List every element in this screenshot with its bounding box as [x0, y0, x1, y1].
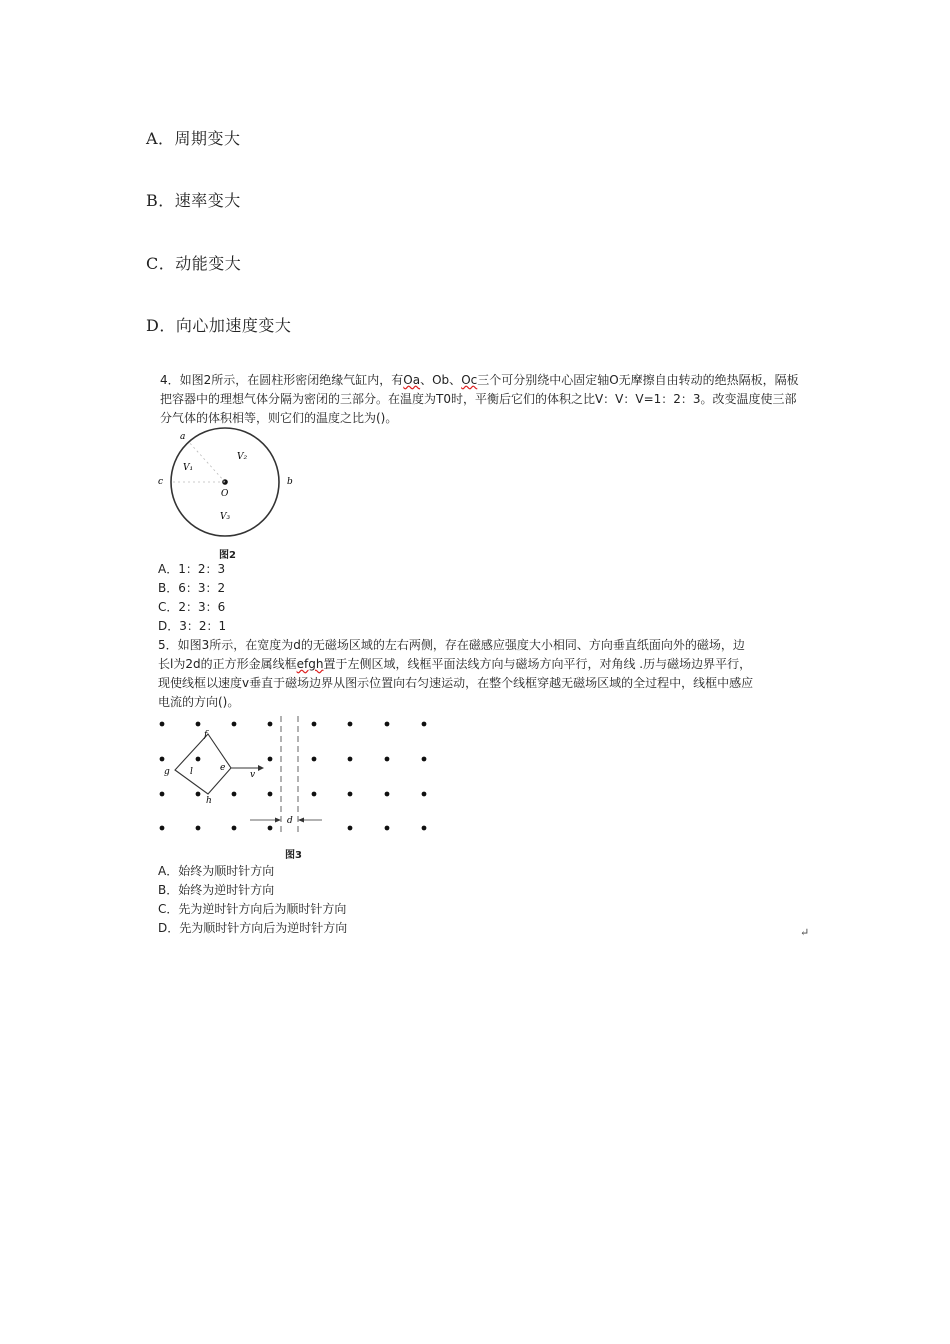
q4-ob: Ob: [432, 373, 450, 387]
label-b: b: [287, 477, 293, 487]
paragraph-return-mark: ↵: [800, 926, 810, 939]
q5-option-c: C．先为逆时针方向后为顺时针方向: [158, 902, 347, 916]
q4-sep2: 、: [449, 373, 462, 387]
label-a: a: [180, 432, 186, 442]
q4-oa: Oa: [403, 373, 421, 387]
partition-oa: [188, 441, 225, 482]
q5-line-2-pre: 长l为2d的正方形金属线框: [158, 657, 297, 671]
velocity-arrowhead: [258, 765, 264, 771]
q5-option-d: D．先为顺时针方向后为逆时针方向: [158, 921, 348, 935]
label-v2: V₂: [237, 452, 248, 462]
q5-line-3: 现使线框以速度v垂直于磁场边界从图示位置向右匀速运动，在整个线框穿越无磁场区域的全过程中，线框中感应: [158, 676, 754, 690]
label-v: v: [250, 770, 256, 780]
question-4-text: [160, 371, 800, 428]
q4-option-b: B．6：3：2: [158, 581, 226, 595]
q4-oc: Oc: [461, 373, 478, 387]
figure-3-magnetic-field-diagram: [150, 712, 440, 842]
q5-line-1: 5．如图3所示，在宽度为d的无磁场区域的左右两侧，存在磁感应强度大小相同、方向垂直纸面向外的磁场，边: [158, 638, 745, 652]
q4-option-d: D．3：2：1: [158, 619, 227, 633]
figure-2-cylinder-diagram: [150, 425, 310, 560]
label-o: O: [221, 489, 229, 499]
field-dots: [160, 722, 427, 831]
label-v3: V₃: [220, 512, 231, 522]
option-c-kinetic-energy: C．动能变大: [146, 254, 242, 273]
label-l: l: [190, 767, 193, 777]
q5-efgh: efgh: [296, 657, 324, 671]
option-b-speed: B．速率变大: [146, 191, 241, 210]
question-5-text: [158, 636, 798, 712]
label-h: h: [206, 796, 212, 806]
label-f: f: [204, 730, 208, 740]
q5-option-b: B．始终为逆时针方向: [158, 883, 275, 897]
q4-text-pre: 4．如图2所示，在圆柱形密闭绝缘气缸内，有: [160, 373, 404, 387]
label-c: c: [158, 477, 164, 487]
width-arrowhead-right: [298, 818, 304, 823]
label-g: g: [164, 767, 170, 777]
q4-option-a: A．1：2：3: [158, 562, 226, 576]
q5-option-a: A．始终为顺时针方向: [158, 864, 275, 878]
q4-sep1: 、: [420, 373, 433, 387]
q5-line-2: [158, 655, 798, 674]
figure-3-caption: 图3: [285, 850, 302, 861]
option-d-centripetal: D．向心加速度变大: [146, 316, 292, 335]
q5-line-2-post: 置于左侧区域，线框平面法线方向与磁场方向平行，对角线 .历与磁场边界平行，: [323, 657, 752, 671]
label-v1: V₁: [183, 463, 194, 473]
label-d: d: [287, 816, 293, 826]
q4-option-c: C．2：3：6: [158, 600, 226, 614]
figure-2-caption: 图2: [219, 550, 236, 561]
option-a-period: A．周期变大: [146, 129, 241, 148]
label-e: e: [220, 763, 226, 773]
width-arrowhead-left: [275, 818, 281, 823]
q5-line-4: 电流的方向()。: [158, 695, 240, 709]
q4-text-post: 三个可分别绕中心固定轴O无摩擦自由转动的绝热隔板，隔板把容器中的理想气体分隔为密闭的三部分。在温度为T0时，平衡后它们的体积之比V：V：V=1：2：3。改变温度使三部分气体的体积相等，则它们的温度之比为()。: [160, 373, 799, 425]
